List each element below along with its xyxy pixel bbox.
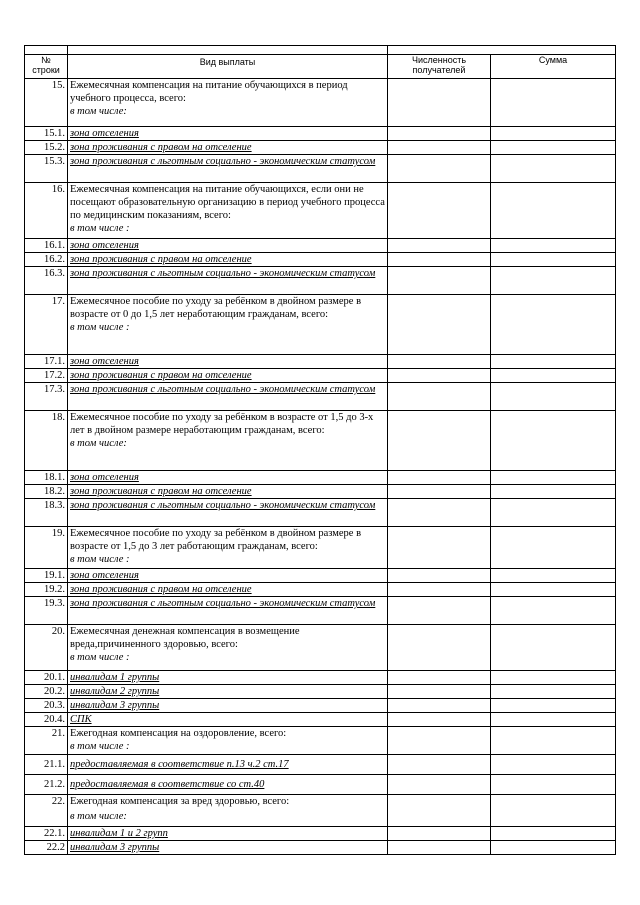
recipients-cell[interactable] bbox=[388, 755, 491, 775]
amount-cell[interactable] bbox=[491, 685, 616, 699]
recipients-cell[interactable] bbox=[388, 713, 491, 727]
amount-cell[interactable] bbox=[491, 775, 616, 795]
row-title: зона проживания с льготным социально - экономическим статусом bbox=[70, 384, 376, 395]
row-text bbox=[68, 253, 388, 267]
recipients-cell[interactable] bbox=[388, 79, 491, 127]
header-spacer-row bbox=[25, 46, 616, 55]
recipients-cell[interactable] bbox=[388, 699, 491, 713]
row-title: зона проживания с правом на отселение bbox=[70, 584, 252, 595]
row-text bbox=[68, 141, 388, 155]
amount-cell[interactable] bbox=[491, 239, 616, 253]
table-row bbox=[25, 295, 616, 355]
row-text bbox=[68, 755, 388, 775]
row-text bbox=[68, 827, 388, 841]
recipients-cell[interactable] bbox=[388, 671, 491, 685]
row-number: 16. bbox=[25, 183, 68, 239]
row-text bbox=[68, 127, 388, 141]
row-text bbox=[68, 597, 388, 625]
row-text bbox=[68, 671, 388, 685]
recipients-cell[interactable] bbox=[388, 569, 491, 583]
table-row bbox=[25, 671, 616, 685]
row-subtitle: в том числе: bbox=[70, 438, 127, 449]
row-number: 21.2. bbox=[25, 775, 68, 795]
row-number: 17.1. bbox=[25, 355, 68, 369]
amount-cell[interactable] bbox=[491, 295, 616, 355]
row-text bbox=[68, 411, 388, 471]
amount-cell[interactable] bbox=[491, 583, 616, 597]
row-number: 18.1. bbox=[25, 471, 68, 485]
row-number: 19.1. bbox=[25, 569, 68, 583]
row-number: 16.2. bbox=[25, 253, 68, 267]
amount-cell[interactable] bbox=[491, 841, 616, 855]
row-number: 16.1. bbox=[25, 239, 68, 253]
recipients-cell[interactable] bbox=[388, 355, 491, 369]
row-text bbox=[68, 685, 388, 699]
row-title: зона проживания с правом на отселение bbox=[70, 486, 252, 497]
amount-cell[interactable] bbox=[491, 127, 616, 141]
row-title: зона проживания с льготным социально - экономическим статусом bbox=[70, 156, 376, 167]
recipients-cell[interactable] bbox=[388, 253, 491, 267]
row-text bbox=[68, 295, 388, 355]
row-number: 16.3. bbox=[25, 267, 68, 295]
recipients-cell[interactable] bbox=[388, 795, 491, 827]
table-row bbox=[25, 755, 616, 775]
table-row bbox=[25, 527, 616, 569]
row-subtitle: в том числе : bbox=[70, 741, 130, 752]
table-row bbox=[25, 127, 616, 141]
amount-cell[interactable] bbox=[491, 485, 616, 499]
amount-cell[interactable] bbox=[491, 355, 616, 369]
recipients-cell[interactable] bbox=[388, 155, 491, 183]
header-row bbox=[25, 55, 616, 79]
table-row bbox=[25, 253, 616, 267]
row-title: зона проживания с льготным социально - экономическим статусом bbox=[70, 500, 376, 511]
row-number: 20. bbox=[25, 625, 68, 671]
amount-cell[interactable] bbox=[491, 569, 616, 583]
amount-cell[interactable] bbox=[491, 471, 616, 485]
row-title: инвалидам 3 группы bbox=[70, 842, 160, 853]
amount-cell[interactable] bbox=[491, 699, 616, 713]
table-row bbox=[25, 369, 616, 383]
table-row bbox=[25, 383, 616, 411]
recipients-cell[interactable] bbox=[388, 295, 491, 355]
row-text bbox=[68, 369, 388, 383]
amount-cell[interactable] bbox=[491, 141, 616, 155]
table-row bbox=[25, 485, 616, 499]
row-title: Ежемесячное пособие по уходу за ребёнком в двойном размере в возрасте от 0 до 1,5 лет неработающим гражданам, всего: bbox=[70, 296, 362, 320]
header-payment-type: Вид выплаты bbox=[68, 55, 388, 79]
recipients-cell[interactable] bbox=[388, 685, 491, 699]
table-row bbox=[25, 183, 616, 239]
row-number: 19.3. bbox=[25, 597, 68, 625]
recipients-cell[interactable] bbox=[388, 267, 491, 295]
table-row bbox=[25, 625, 616, 671]
recipients-cell[interactable] bbox=[388, 827, 491, 841]
row-number: 22. bbox=[25, 795, 68, 827]
row-number: 20.4. bbox=[25, 713, 68, 727]
row-text bbox=[68, 775, 388, 795]
recipients-cell[interactable] bbox=[388, 485, 491, 499]
table-row bbox=[25, 841, 616, 855]
row-title: зона отселения bbox=[70, 356, 139, 367]
row-subtitle: в том числе : bbox=[70, 223, 130, 234]
row-text bbox=[68, 355, 388, 369]
row-subtitle: в том числе: bbox=[70, 106, 127, 117]
row-subtitle: в том числе: bbox=[70, 811, 127, 822]
table-row bbox=[25, 569, 616, 583]
row-number: 15. bbox=[25, 79, 68, 127]
row-number: 15.2. bbox=[25, 141, 68, 155]
header-row-no: № строки bbox=[25, 55, 68, 79]
row-title: зона отселения bbox=[70, 128, 139, 139]
row-title: СПК bbox=[70, 714, 92, 725]
table-row bbox=[25, 155, 616, 183]
row-text bbox=[68, 795, 388, 827]
row-number: 21. bbox=[25, 727, 68, 755]
table-row bbox=[25, 583, 616, 597]
row-title: зона проживания с льготным социально - экономическим статусом bbox=[70, 598, 376, 609]
amount-cell[interactable] bbox=[491, 499, 616, 527]
table-row bbox=[25, 827, 616, 841]
row-text bbox=[68, 471, 388, 485]
recipients-cell[interactable] bbox=[388, 499, 491, 527]
recipients-cell[interactable] bbox=[388, 183, 491, 239]
row-number: 20.1. bbox=[25, 671, 68, 685]
row-text bbox=[68, 583, 388, 597]
header-recipients: Численность получателей bbox=[388, 55, 491, 79]
row-title: инвалидам 1 группы bbox=[70, 672, 160, 683]
amount-cell[interactable] bbox=[491, 625, 616, 671]
recipients-cell[interactable] bbox=[388, 583, 491, 597]
row-title: зона отселения bbox=[70, 570, 139, 581]
recipients-cell[interactable] bbox=[388, 727, 491, 755]
recipients-cell[interactable] bbox=[388, 383, 491, 411]
row-number: 17.3. bbox=[25, 383, 68, 411]
amount-cell[interactable] bbox=[491, 755, 616, 775]
payments-table bbox=[24, 45, 616, 855]
row-number: 18.2. bbox=[25, 485, 68, 499]
table-row bbox=[25, 239, 616, 253]
table-row bbox=[25, 79, 616, 127]
amount-cell[interactable] bbox=[491, 597, 616, 625]
recipients-cell[interactable] bbox=[388, 597, 491, 625]
amount-cell[interactable] bbox=[491, 79, 616, 127]
row-text bbox=[68, 239, 388, 253]
table-row bbox=[25, 411, 616, 471]
amount-cell[interactable] bbox=[491, 155, 616, 183]
recipients-cell[interactable] bbox=[388, 239, 491, 253]
table-row bbox=[25, 713, 616, 727]
row-text bbox=[68, 383, 388, 411]
row-title: зона отселения bbox=[70, 472, 139, 483]
row-text bbox=[68, 485, 388, 499]
row-title: зона проживания с правом на отселение bbox=[70, 254, 252, 265]
row-number: 15.1. bbox=[25, 127, 68, 141]
amount-cell[interactable] bbox=[491, 795, 616, 827]
row-number: 17. bbox=[25, 295, 68, 355]
table-row bbox=[25, 471, 616, 485]
row-text bbox=[68, 183, 388, 239]
row-text bbox=[68, 569, 388, 583]
table-row bbox=[25, 727, 616, 755]
row-title: Ежемесячное пособие по уходу за ребёнком в двойном размере в возрасте от 1,5 до 3 лет работающим гражданам, всего: bbox=[70, 528, 362, 552]
row-title: инвалидам 3 группы bbox=[70, 700, 160, 711]
row-subtitle: в том числе : bbox=[70, 652, 130, 663]
amount-cell[interactable] bbox=[491, 727, 616, 755]
recipients-cell[interactable] bbox=[388, 141, 491, 155]
row-subtitle: в том числе : bbox=[70, 322, 130, 333]
amount-cell[interactable] bbox=[491, 713, 616, 727]
row-number: 17.2. bbox=[25, 369, 68, 383]
row-text bbox=[68, 713, 388, 727]
amount-cell[interactable] bbox=[491, 527, 616, 569]
row-title: Ежемесячное пособие по уходу за ребёнком в возрасте от 1,5 до 3-х лет в двойном размере неработающим гражданам, всего: bbox=[70, 412, 374, 436]
table-row bbox=[25, 355, 616, 369]
row-text bbox=[68, 155, 388, 183]
row-title: Ежегодная компенсация за вред здоровью, всего: bbox=[70, 796, 290, 807]
amount-cell[interactable] bbox=[491, 253, 616, 267]
amount-cell[interactable] bbox=[491, 267, 616, 295]
amount-cell[interactable] bbox=[491, 411, 616, 471]
row-title: предоставляемая в соответствие п.13 ч.2 ст.17 bbox=[70, 759, 289, 770]
amount-cell[interactable] bbox=[491, 827, 616, 841]
recipients-cell[interactable] bbox=[388, 369, 491, 383]
row-number: 15.3. bbox=[25, 155, 68, 183]
row-number: 22.1. bbox=[25, 827, 68, 841]
row-title: зона проживания с льготным социально - экономическим статусом bbox=[70, 268, 376, 279]
row-title: Ежемесячная денежная компенсация в возмещение вреда,причиненного здоровью, всего: bbox=[70, 626, 300, 650]
recipients-cell[interactable] bbox=[388, 471, 491, 485]
table-row bbox=[25, 775, 616, 795]
table-row bbox=[25, 141, 616, 155]
amount-cell[interactable] bbox=[491, 383, 616, 411]
recipients-cell[interactable] bbox=[388, 841, 491, 855]
row-number: 19. bbox=[25, 527, 68, 569]
table-row bbox=[25, 597, 616, 625]
amount-cell[interactable] bbox=[491, 671, 616, 685]
row-number: 18. bbox=[25, 411, 68, 471]
row-subtitle: в том числе : bbox=[70, 554, 130, 565]
row-text bbox=[68, 267, 388, 295]
recipients-cell[interactable] bbox=[388, 775, 491, 795]
recipients-cell[interactable] bbox=[388, 127, 491, 141]
row-title: инвалидам 2 группы bbox=[70, 686, 160, 697]
table-row bbox=[25, 685, 616, 699]
row-number: 21.1. bbox=[25, 755, 68, 775]
table-row bbox=[25, 267, 616, 295]
row-text bbox=[68, 727, 388, 755]
row-text bbox=[68, 841, 388, 855]
amount-cell[interactable] bbox=[491, 369, 616, 383]
table-row bbox=[25, 795, 616, 827]
row-title: Ежемесячная компенсация на питание обучающихся, если они не посещают образовательную организацию в период учебного процесса по медицинским показаниям, всего: bbox=[70, 184, 385, 221]
row-number: 22.2 bbox=[25, 841, 68, 855]
recipients-cell[interactable] bbox=[388, 411, 491, 471]
amount-cell[interactable] bbox=[491, 183, 616, 239]
table-row bbox=[25, 499, 616, 527]
row-number: 19.2. bbox=[25, 583, 68, 597]
row-text bbox=[68, 79, 388, 127]
row-number: 18.3. bbox=[25, 499, 68, 527]
row-title: Ежегодная компенсация на оздоровление, всего: bbox=[70, 728, 287, 739]
row-title: предоставляемая в соответствие со ст.40 bbox=[70, 779, 265, 790]
row-text bbox=[68, 625, 388, 671]
row-title: Ежемесячная компенсация на питание обучающихся в период учебного процесса, всего: bbox=[70, 80, 348, 104]
row-title: зона проживания с правом на отселение bbox=[70, 142, 252, 153]
row-number: 20.2. bbox=[25, 685, 68, 699]
row-text bbox=[68, 499, 388, 527]
row-number: 20.3. bbox=[25, 699, 68, 713]
table-row bbox=[25, 699, 616, 713]
header-amount: Сумма bbox=[491, 55, 616, 79]
row-title: инвалидам 1 и 2 групп bbox=[70, 828, 168, 839]
row-title: зона отселения bbox=[70, 240, 139, 251]
recipients-cell[interactable] bbox=[388, 527, 491, 569]
recipients-cell[interactable] bbox=[388, 625, 491, 671]
row-title: зона проживания с правом на отселение bbox=[70, 370, 252, 381]
row-text bbox=[68, 699, 388, 713]
row-text bbox=[68, 527, 388, 569]
